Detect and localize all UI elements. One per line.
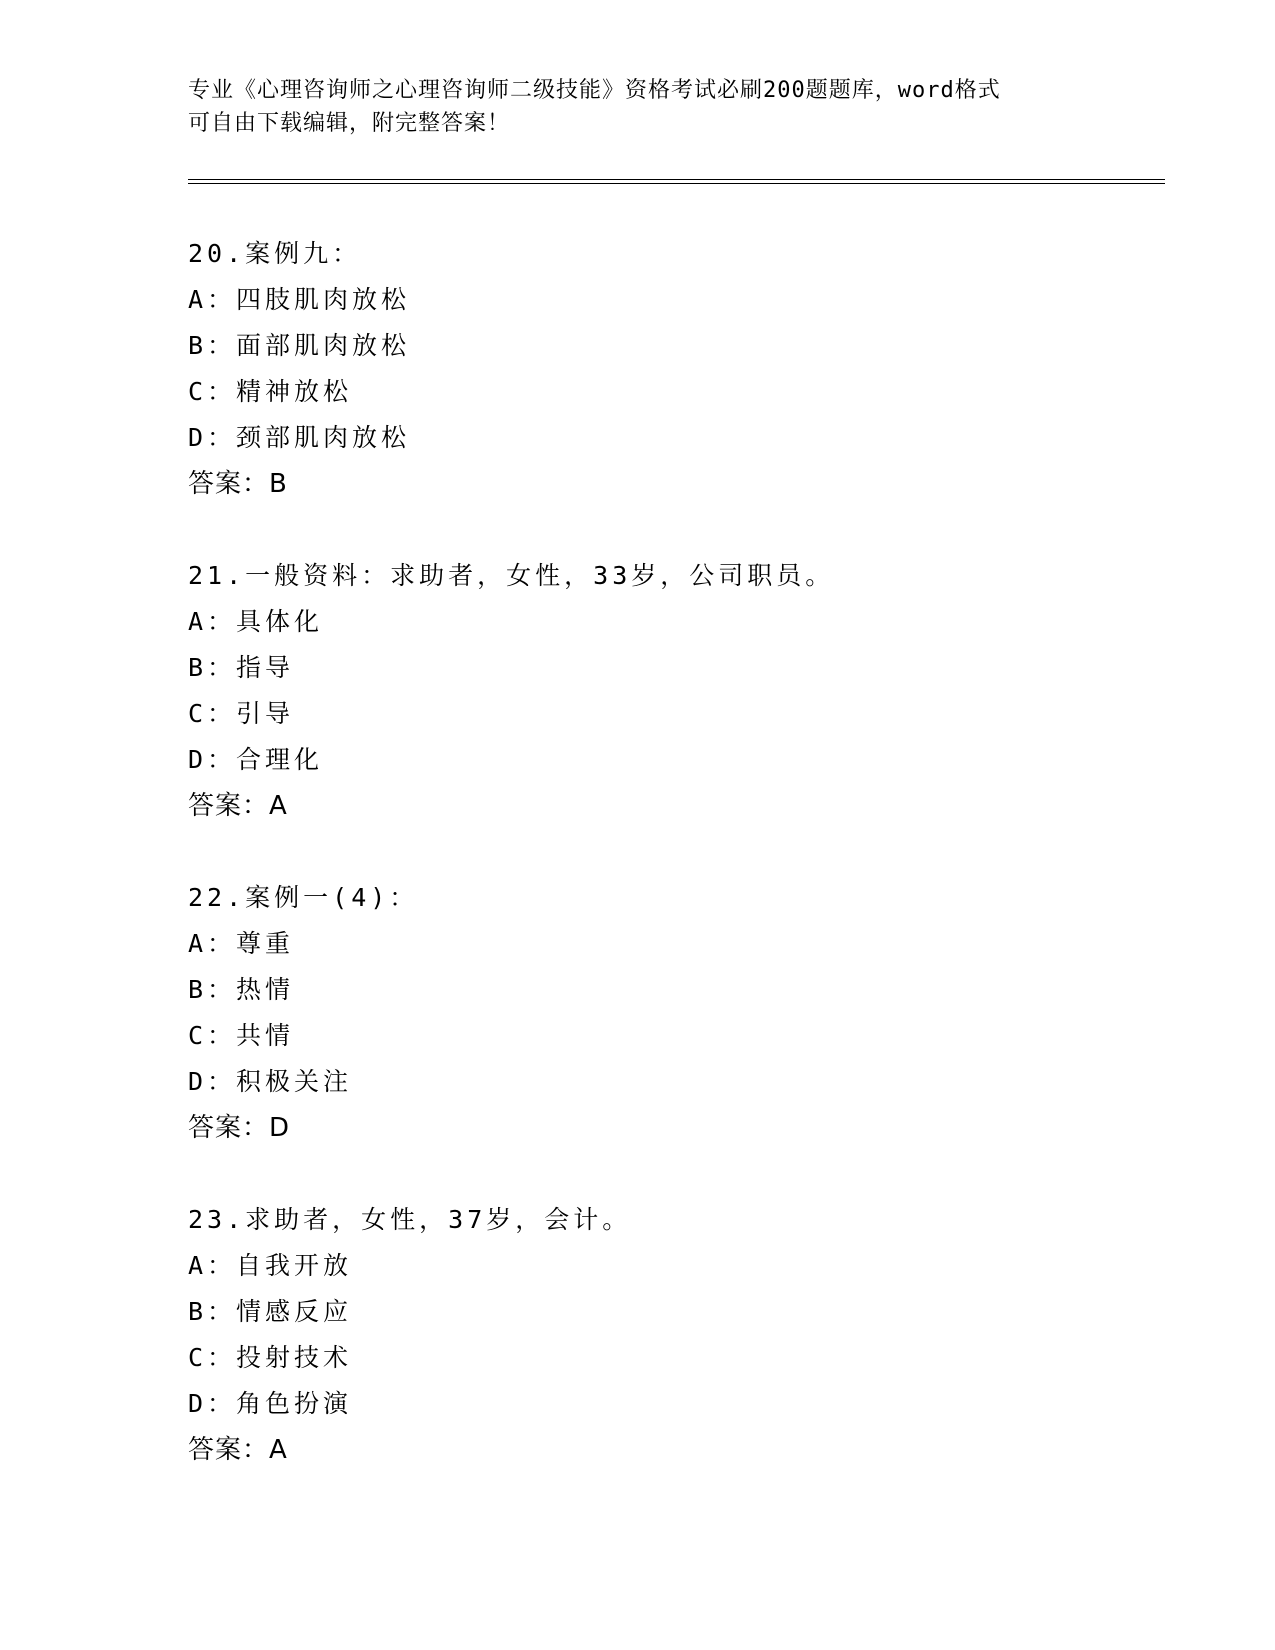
document-header bbox=[188, 74, 1088, 140]
question-21 bbox=[188, 553, 1088, 829]
option-b: B：热情 bbox=[188, 975, 295, 1004]
rule-line-bottom bbox=[188, 183, 1165, 184]
question-stem: 22.案例一(4)： bbox=[188, 883, 419, 912]
option-b: B：面部肌肉放松 bbox=[188, 331, 411, 360]
option-b: B：指导 bbox=[188, 653, 295, 682]
question-23 bbox=[188, 1197, 1088, 1473]
option-d: D：颈部肌肉放松 bbox=[188, 423, 411, 452]
answer-line: 答案：A bbox=[188, 791, 288, 821]
option-c: C：投射技术 bbox=[188, 1343, 353, 1372]
option-b: B：情感反应 bbox=[188, 1297, 353, 1326]
option-d: D：角色扮演 bbox=[188, 1389, 353, 1418]
question-stem: 21.一般资料：求助者，女性，33岁，公司职员。 bbox=[188, 561, 835, 590]
answer-line: 答案：D bbox=[188, 1113, 291, 1143]
header-line-2: 可自由下载编辑，附完整答案！ bbox=[188, 111, 511, 136]
option-d: D：合理化 bbox=[188, 745, 324, 774]
option-d: D：积极关注 bbox=[188, 1067, 353, 1096]
rule-line-top bbox=[188, 179, 1165, 180]
option-a: A：具体化 bbox=[188, 607, 324, 636]
header-line-1: 专业《心理咨询师之心理咨询师二级技能》资格考试必刷200题题库，word格式 bbox=[188, 78, 1001, 103]
question-20 bbox=[188, 231, 1088, 507]
option-a: A：四肢肌肉放松 bbox=[188, 285, 411, 314]
option-a: A：自我开放 bbox=[188, 1251, 353, 1280]
question-stem: 20.案例九： bbox=[188, 239, 362, 268]
option-a: A：尊重 bbox=[188, 929, 295, 958]
question-stem: 23.求助者，女性，37岁，会计。 bbox=[188, 1205, 632, 1234]
question-22 bbox=[188, 875, 1088, 1151]
header-double-rule bbox=[188, 179, 1165, 185]
answer-line: 答案：A bbox=[188, 1435, 288, 1465]
option-c: C：引导 bbox=[188, 699, 295, 728]
option-c: C：共情 bbox=[188, 1021, 295, 1050]
answer-line: 答案：B bbox=[188, 469, 288, 499]
option-c: C：精神放松 bbox=[188, 377, 353, 406]
